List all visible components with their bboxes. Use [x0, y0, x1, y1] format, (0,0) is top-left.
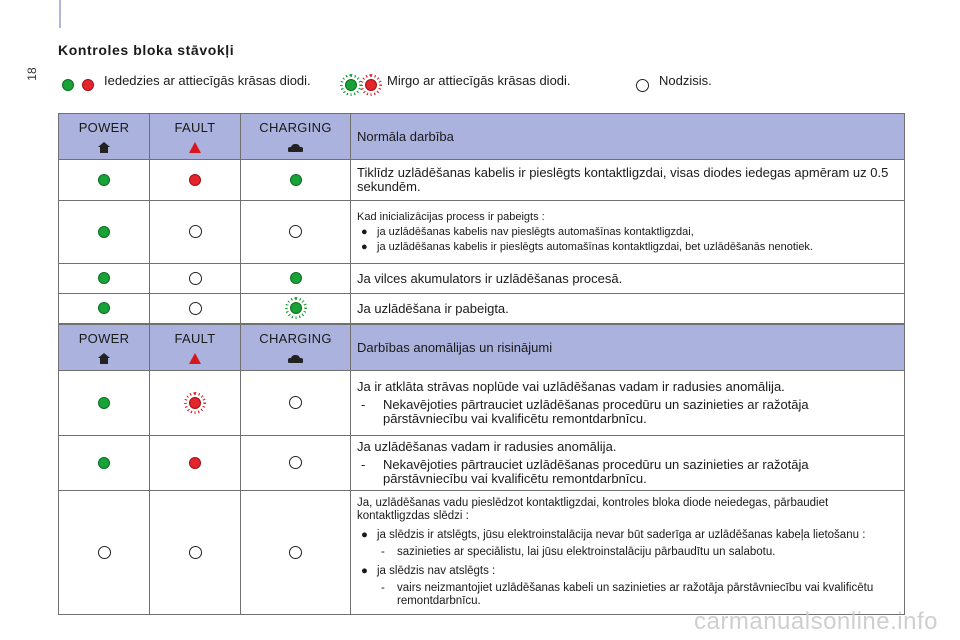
off-led-icon — [289, 225, 302, 238]
legend-blinking — [345, 74, 597, 91]
table-header — [59, 325, 905, 371]
green-led-icon — [98, 302, 110, 314]
table-row — [59, 294, 905, 324]
list-item: ● ja slēdzis nav atslēgts : — [361, 565, 496, 577]
power-column-header: POWER — [59, 114, 150, 160]
table-row — [59, 201, 905, 264]
green-led-icon — [290, 272, 302, 284]
list-item: ● ja uzlādēšanas kabelis nav pieslēgts automašīnas kontaktligzdai, — [361, 225, 694, 238]
off-led-icon — [189, 225, 202, 238]
list-item: ● ja uzlādēšanas kabelis ir pieslēgts automašīnas kontaktligzdai, bet uzlādēšanās nenotiek. — [361, 240, 813, 253]
green-blinking-led-icon — [345, 79, 357, 91]
fault-column-header: FAULT — [150, 114, 241, 160]
red-blinking-led-icon — [365, 79, 377, 91]
list-item: - Nekavējoties pārtrauciet uzlādēšanas procedūru un sazinieties ar ražotāja pārstāvniecību vai kvalificētu remontdarbnīcu. — [361, 397, 809, 426]
list-item: - Nekavējoties pārtrauciet uzlādēšanas procedūru un sazinieties ar ražotāja pārstāvniecību vai kvalificētu remontdarbnīcu. — [361, 457, 809, 486]
legend-off-text: Nodzisis. — [659, 73, 712, 88]
list-item: ● ja slēdzis ir atslēgts, jūsu elektroinstalācija nevar būt saderīga ar uzlādēšanas kabeļa lietošanu : — [361, 529, 866, 541]
green-led-icon — [98, 174, 110, 186]
green-led-icon — [98, 457, 110, 469]
warning-triangle-icon — [189, 353, 201, 364]
row-description: Ja uzlādēšana ir pabeigta. — [357, 300, 509, 316]
table-row — [59, 160, 905, 201]
off-led-icon — [189, 302, 202, 315]
normal-operation-table — [58, 113, 905, 324]
section-heading: Normāla darbība — [351, 114, 905, 160]
warning-triangle-icon — [189, 142, 201, 153]
off-led-icon — [98, 546, 111, 559]
row-description: Ja vilces akumulators ir uzlādēšanas procesā. — [357, 270, 623, 286]
table-row — [59, 436, 905, 491]
red-led-icon — [82, 79, 94, 91]
charging-column-header: CHARGING — [241, 325, 351, 371]
page-title: Kontroles bloka stāvokļi — [58, 42, 235, 58]
legend-blinking-text: Mirgo ar attiecīgās krāsas diodi. — [387, 73, 571, 88]
table-row — [59, 491, 905, 615]
page-number: 18 — [25, 67, 39, 81]
row-description: Ja uzlādēšanas vadam ir radusies anomālija. — [357, 439, 617, 454]
table-row — [59, 371, 905, 436]
red-led-icon — [189, 457, 201, 469]
list-item: - vairs neizmantojiet uzlādēšanas kabeli un sazinieties ar ražotāja pārstāvniecību vai kvalificētu remontdarbnīcu. — [381, 582, 874, 607]
green-led-icon — [62, 79, 74, 91]
legend-lit — [62, 74, 314, 91]
off-led-icon — [636, 79, 649, 92]
car-icon — [288, 355, 303, 364]
row-description: Tiklīdz uzlādēšanas kabelis ir pieslēgts kontaktligzdai, visas diodes iedegas apmēram uz 0.5 sekundēm. — [357, 165, 889, 194]
table-row — [59, 264, 905, 294]
legend-lit-text: Iededzies ar attiecīgās krāsas diodi. — [104, 73, 311, 88]
row-description: Kad inicializācijas process ir pabeigts : — [357, 210, 545, 223]
off-led-icon — [289, 396, 302, 409]
list-item: - sazinieties ar speciālistu, lai jūsu elektroinstalāciju pārbaudītu un salabotu. — [381, 546, 776, 558]
power-column-header: POWER — [59, 325, 150, 371]
red-led-icon — [189, 174, 201, 186]
section-heading: Darbības anomālijas un risinājumi — [351, 325, 905, 371]
green-led-icon — [98, 226, 110, 238]
off-led-icon — [289, 546, 302, 559]
off-led-icon — [189, 546, 202, 559]
green-led-icon — [98, 397, 110, 409]
home-icon — [98, 353, 110, 364]
green-led-icon — [290, 174, 302, 186]
red-blinking-led-icon — [189, 397, 201, 409]
table-header — [59, 114, 905, 160]
off-led-icon — [289, 456, 302, 469]
legend-off — [636, 74, 712, 92]
off-led-icon — [189, 272, 202, 285]
row-description: Ja, uzlādēšanas vadu pieslēdzot kontaktligzdai, kontroles bloka diode neiedegas, pārbaudiet kontaktligzdas slēdzi : — [357, 497, 829, 522]
row-description: Ja ir atklāta strāvas noplūde vai uzlādēšanas vadam ir radusies anomālija. — [357, 379, 785, 394]
home-icon — [98, 142, 110, 153]
green-blinking-led-icon — [290, 302, 302, 314]
fault-column-header: FAULT — [150, 325, 241, 371]
green-led-icon — [98, 272, 110, 284]
page-edge-bar — [59, 0, 61, 28]
charging-column-header: CHARGING — [241, 114, 351, 160]
car-icon — [288, 144, 303, 153]
anomalies-table — [58, 324, 905, 615]
watermark: carmanualsonline.info — [694, 608, 938, 635]
